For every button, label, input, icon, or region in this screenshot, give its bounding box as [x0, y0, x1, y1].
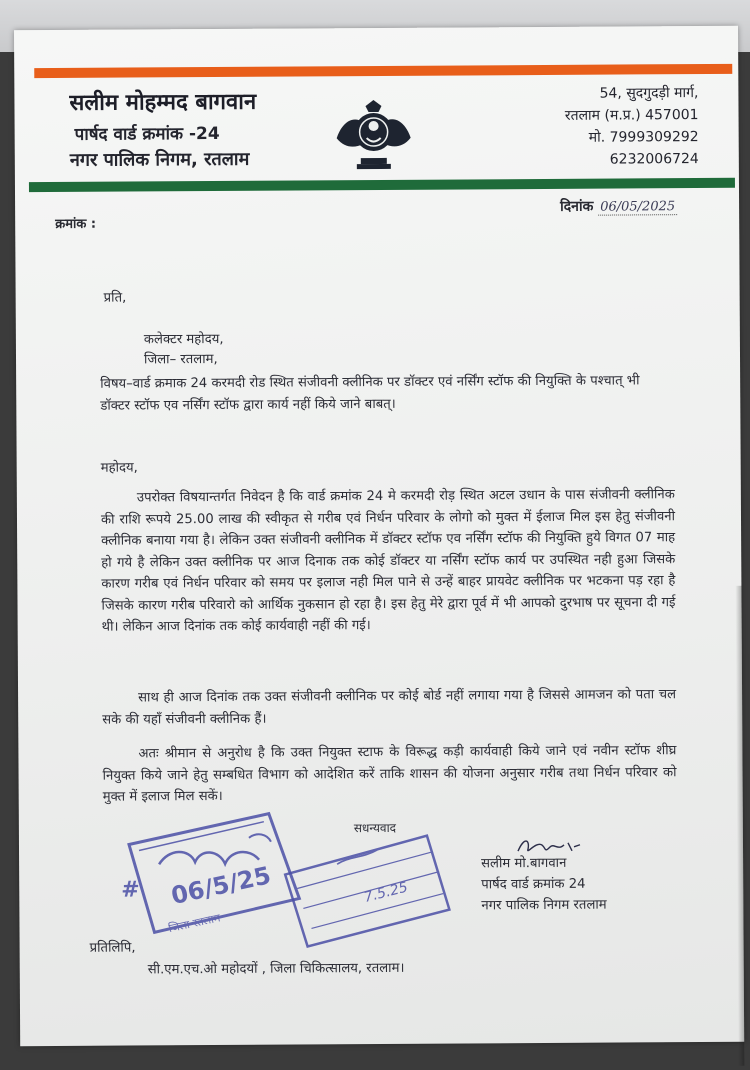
page-edge-shadow [735, 586, 744, 1066]
phone-line: मो. 7999309292 [588, 129, 699, 146]
inward-stamp [277, 828, 458, 949]
body-paragraph: साथ ही आज दिनांक तक उक्त संजीवनी क्लीनिक पर कोई बोर्ड नहीं लगाया गया है जिससे आमजन को पता चल सके की यहाँ संजीवनी क्लीनिक हैं। [102, 687, 677, 728]
reference-number-label: क्रमांक : [55, 216, 97, 232]
signer-office: नगर पालिक निगम रतलाम [481, 897, 607, 914]
letterhead-ward: पार्षद वार्ड क्रमांक -24 [74, 123, 220, 145]
stamp-place: जिला रतलाम [167, 911, 222, 936]
phone-line: 6232006724 [609, 151, 699, 168]
subject: विषय–वार्ड क्रमाक 24 करमदी रोड स्थित संजीवनी क्लीनिक पर डॉक्टर एवं नर्सिंग स्टॉफ की नियुक्ति के पश्चात् भी डॉक्टर स्टॉफ एव नर्सिंग स्टॉफ द्वारा कार्य नहीं किये जाने बाबत्। [100, 373, 640, 414]
salutation: महोदय, [100, 460, 138, 476]
municipal-emblem-icon [332, 98, 414, 172]
letter-page [14, 26, 744, 1046]
to-label: प्रति, [103, 290, 127, 306]
stamp-date: 06/5/25 [168, 861, 274, 911]
body-paragraph: अतः श्रीमान से अनुरोध है कि उक्त नियुक्त स्टाफ के विरूद्ध कड़ी कार्यवाही किये जाने एवं नवीन स्टॉफ शीघ्र नियुक्त किये जाने हेतु सम्बधित विभाग को आदेशित करें ताकि शासन की योजना अनुसार गरीब तथा निर्धन परिवार को मुक्त में इलाज मिल सकें। [102, 743, 677, 805]
addressee-line: जिला– रतलाम, [143, 351, 218, 368]
copy-to-recipient: सी.एम.एच.ओ महोदयों , जिला चिकित्सालय, रतलाम। [147, 960, 405, 978]
date-label: दिनांक [560, 198, 594, 215]
date-field [560, 196, 677, 216]
stamp-date: 7.5.25 [362, 879, 410, 906]
svg-text:#: # [121, 877, 140, 903]
signer-block [481, 853, 607, 917]
signer-name: सलीम मो.बागवान [481, 855, 567, 872]
signer-designation: पार्षद वार्ड क्रमांक 24 [481, 876, 586, 893]
letterhead-name: सलीम मोहम्मद बागवान [69, 89, 257, 116]
letterhead-green-band [29, 178, 735, 192]
letterhead-city: नगर पालिक निगम, रतलाम [69, 148, 250, 171]
address-line: 54, सुदगुदड़ी मार्ग, [599, 85, 699, 102]
addressee-line: कलेक्टर महोदय, [143, 331, 224, 348]
letterhead-contact [565, 82, 699, 171]
address-line: रतलाम (म.प्र.) 457001 [564, 107, 699, 124]
copy-to-label: प्रतिलिपि, [89, 940, 136, 956]
body-paragraph: उपरोक्त विषयान्तर्गत निवेदन है कि वार्ड क्रमांक 24 मे करमदी रोड़ स्थित अटल उधान के पास संजीवनी क्लीनिक की राशि रूपये 25.00 लाख की स्वीकृत से गरीब एवं निर्धन परिवार के लोगो को मुक्त में ईलाज मिल इस हेतु संजीवनी क्लीनिक बनाया गया है। लेकिन उक्त संजीवनी क्लीनिक में डॉक्टर स्टॉफ एव नर्सिंग स्टॉफ की नियुक्ति हुये विगत 07 माह हो गये है लेकिन उक्त क्लीनिक पर आज दिनाक तक कोई डॉक्टर या नर्सिंग स्टॉफ कार्य पर उपस्थित नही हुआ जिसके कारण गरीब एवं निर्धन परिवार को समय पर इलाज नही मिल पाने से उन्हें बाहर प्रायवेट क्लीनिक पर भटकना पड़ रहा है जिसके कारण गरीब परिवारो को आर्थिक नुकसान हो रहा है। इस हेतु मेरे द्वारा पूर्व में भी आपको दुरभाष पर सूचना दी गई थी। लेकिन आज दिनांक तक कोई कार्यवाही नहीं की गई। [100, 487, 676, 635]
closing: सधन्यवाद [353, 820, 397, 836]
letterhead-orange-band [34, 64, 732, 78]
date-value: 06/05/2025 [598, 199, 677, 215]
